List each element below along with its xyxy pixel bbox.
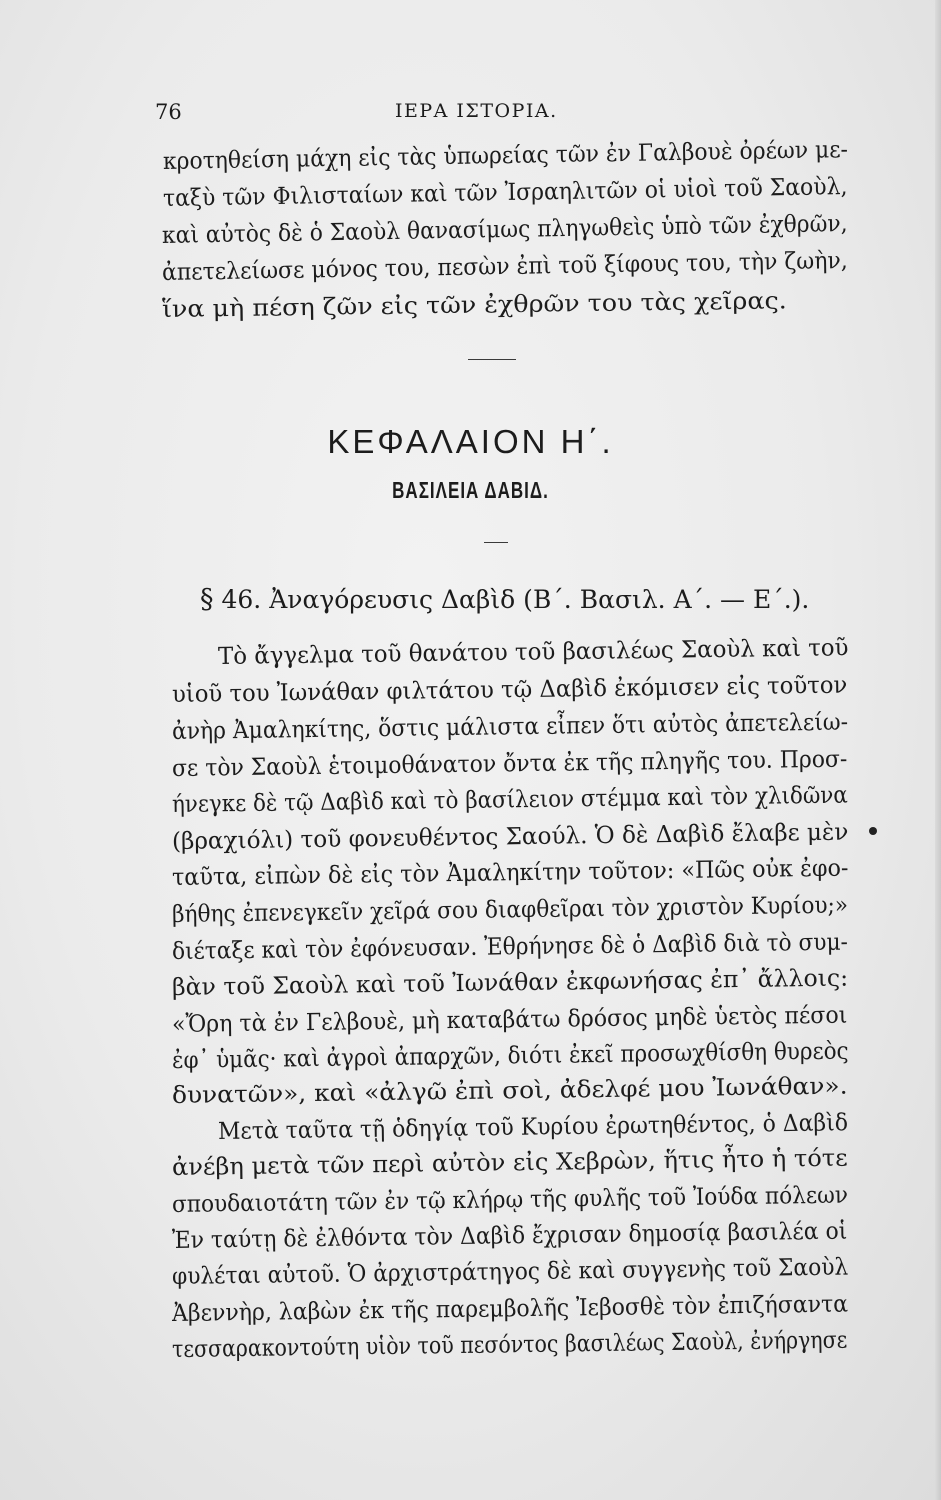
text-line: ταῦτα, εἰπὼν δὲ εἰς τὸν Ἀμαληκίτην τοῦτον: «Πῶς οὐκ ἐφο- xyxy=(171,853,849,891)
section-heading-text: 46. Ἀναγόρευσις Δαβὶδ (Β΄. Βασιλ. Α΄. — Ε΄.). xyxy=(221,585,810,614)
separator-rule-short xyxy=(484,542,508,543)
text-line: Μετὰ ταῦτα τῇ ὁδηγίᾳ τοῦ Κυρίου ἐρωτηθέντος, ὁ Δαβὶδ xyxy=(217,1108,849,1145)
text-line: ἀνέβη μετὰ τῶν περὶ αὐτὸν εἰς Χεβρὼν, ἥτις ἦτο ἡ τότε xyxy=(171,1143,848,1181)
text-line: τεσσαρακοντούτη υἱὸν τοῦ πεσόντος βασιλέως Σαοὺλ, ἐνήργησε xyxy=(171,1325,848,1363)
text-line: ἀνὴρ Ἀμαληκίτης, ὅστις μάλιστα εἶπεν ὅτι αὐτὸς ἀπετελείω- xyxy=(171,707,849,745)
text-line: ήνεγκε δὲ τῷ Δαβὶδ καὶ τὸ βασίλειον στέμμα καὶ τὸν χλιδῶνα xyxy=(171,780,848,818)
text-line: ἐφ᾿ ὑμᾶς· καὶ ἀγροὶ ἀπαρχῶν, διότι ἐκεῖ προσωχθίσθη θυρεὸς xyxy=(171,1036,849,1074)
text-line: υἱοῦ του Ἰωνάθαν φιλτάτου τῷ Δαβὶδ ἐκόμισεν εἰς τοῦτον xyxy=(171,670,848,708)
section-mark: § xyxy=(200,584,214,615)
section-heading xyxy=(200,584,809,615)
chapter-subtitle: ΒΑΣΙΛΕΙΑ ΔΑΒΙΔ. xyxy=(392,477,549,504)
text-line: σπουδαιοτάτη τῶν ἐν τῷ κλήρῳ τῆς φυλῆς τοῦ Ἰούδα πόλεων xyxy=(171,1180,849,1218)
page-header xyxy=(155,100,855,134)
text-line: διέταξε καὶ τὸν ἐφόνευσαν. Ἐθρήνησε δὲ ὁ Δαβὶδ διὰ τὸ συμ- xyxy=(171,927,849,965)
text-line: βήθης ἐπενεγκεῖν χεῖρά σου διαφθεῖραι τὸν χριστὸν Κυρίου;» xyxy=(171,890,849,928)
text-line: Τὸ ἄγγελμα τοῦ θανάτου τοῦ βασιλέως Σαοὺλ καὶ τοῦ xyxy=(217,633,849,670)
text-line: σε τὸν Σαοὺλ ἑτοιμοθάνατον ὄντα ἐκ τῆς πληγῆς του. Προσ- xyxy=(171,744,848,782)
text-line: «Ὄρη τὰ ἐν Γελβουὲ, μὴ καταβάτω δρόσος μηδὲ ὑετὸς πέσοι xyxy=(171,1000,848,1038)
text-line: (βραχιόλι) τοῦ φονευθέντος Σαούλ. Ὁ δὲ Δαβὶδ ἔλαβε μὲν xyxy=(171,817,849,855)
chapter-title: ΚΕΦΑΛΑΙΟΝ Η΄. xyxy=(327,423,614,460)
page-edge xyxy=(935,0,941,1500)
ink-speck xyxy=(869,827,877,835)
text-line: ἵνα μὴ πέση ζῶν εἰς τῶν ἐχθρῶν του τὰς χεῖρας. xyxy=(161,286,787,323)
text-line: καὶ αὐτὸς δὲ ὁ Σαοὺλ θανασίμως πληγωθεὶς ὑπὸ τῶν ἐχθρῶν, xyxy=(161,209,848,249)
text-line: φυλέται αὐτοῦ. Ὁ ἀρχιστράτηγος δὲ καὶ συγγενὴς τοῦ Σαοὺλ xyxy=(171,1252,849,1290)
text-line: δυνατῶν», καὶ «ἀλγῶ ἐπὶ σοὶ, ἀδελφέ μου Ἰωνάθαν». xyxy=(171,1071,848,1109)
separator-rule xyxy=(468,359,516,360)
text-line: Ἐν ταύτῃ δὲ ἐλθόντα τὸν Δαβὶδ ἔχρισαν δημοσίᾳ βασιλέα οἱ xyxy=(171,1216,848,1254)
text-line: βὰν τοῦ Σαοὺλ καὶ τοῦ Ἰωνάθαν ἐκφωνήσας ἐπ᾿ ἄλλοις: xyxy=(171,963,849,1001)
text-line: ταξὺ τῶν Φιλισταίων καὶ τῶν Ἰσραηλιτῶν οἱ υἱοὶ τοῦ Σαοὺλ, xyxy=(162,172,848,212)
page-number: 76 xyxy=(155,100,182,124)
text-line: κροτηθείση μάχη εἰς τὰς ὑπωρείας τῶν ἐν Γαλβουὲ ὀρέων με- xyxy=(162,135,849,175)
text-line: ἀπετελείωσε μόνος του, πεσὼν ἐπὶ τοῦ ξίφους του, τὴν ζωὴν, xyxy=(161,246,848,286)
running-title: ΙΕΡΑ ΙΣΤΟΡΙΑ. xyxy=(395,100,558,122)
text-line: Ἀβεννὴρ, λαβὼν ἐκ τῆς παρεμβολῆς Ἰεβοσθὲ τὸν ἐπιζήσαντα xyxy=(171,1289,849,1327)
